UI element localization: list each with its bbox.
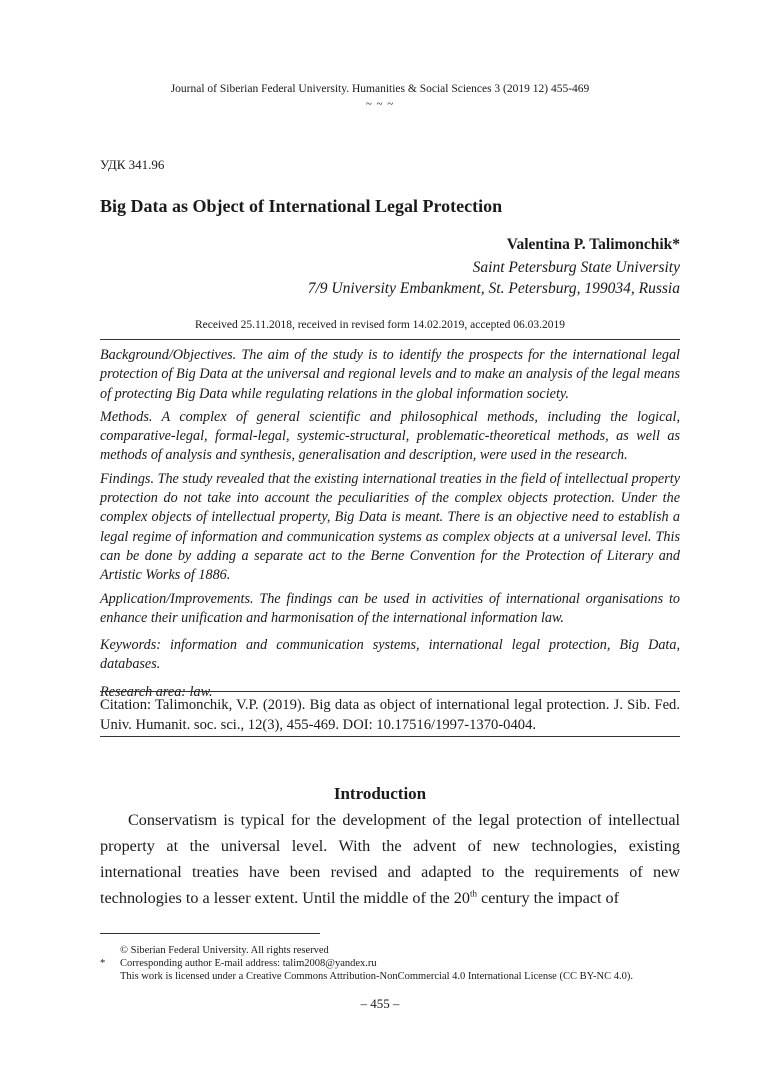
citation-top-rule — [100, 691, 680, 692]
header-ornament: ~ ~ ~ — [365, 98, 395, 110]
superscript: th — [469, 888, 477, 899]
abstract-research-area: Research area: law. — [100, 683, 213, 700]
section-heading: Introduction — [333, 784, 427, 803]
abstract — [100, 346, 680, 706]
article-title: Big Data as Object of International Legal Protection — [100, 196, 503, 216]
abstract-application: Application/Improvements. The findings can be used in activities of international organisations to enhance their unification and harmonisation of the international information law. — [100, 590, 680, 626]
citation: Citation: Talimonchik, V.P. (2019). Big data as object of international legal protection. J. Sib. Fed. Univ. Humanit. soc. sci., 12(3), 455-469. DOI: 10.17516/1997-1370-0404. — [100, 697, 680, 733]
page-number: – 455 – — [360, 996, 400, 1011]
footnote-email: Corresponding author E-mail address: talim2008@yandex.ru — [120, 958, 377, 969]
abstract-background: Background/Objectives. The aim of the study is to identify the prospects for the international legal protection of Big Data at the universal and regional levels and to make an analysis of the legal means of protecting Big Data while regulating relations in the global information society. — [100, 347, 680, 402]
footnote-license: This work is licensed under a Creative Commons Attribution-NonCommercial 4.0 International License (CC BY-NC 4.0). — [120, 971, 633, 982]
intro-text-part2: century the impact of — [477, 889, 620, 907]
author-address: 7/9 University Embankment, St. Petersburg, 199034, Russia — [307, 280, 680, 297]
author-name: Valentina P. Talimonchik* — [506, 236, 680, 253]
received-dates: Received 25.11.2018, received in revised form 14.02.2019, accepted 06.03.2019 — [194, 319, 566, 331]
footnote-rule — [100, 933, 320, 934]
introduction-text — [100, 807, 680, 911]
journal-header: Journal of Siberian Federal University. Humanities & Social Sciences 3 (2019 12) 455-469 — [170, 83, 590, 95]
abstract-keywords: Keywords: information and communication systems, international legal protection, Big Data, databases. — [100, 637, 680, 673]
intro-text-part1: Conservatism is typical for the development of the legal protection of intellectual property at the universal level. With the advent of new technologies, existing international treaties have been revised and adapted to the requirements of new technologies to a lesser extent. Until the middle of the 20 — [100, 811, 680, 907]
footnote-copyright: © Siberian Federal University. All rights reserved — [120, 945, 329, 956]
author-affiliation: Saint Petersburg State University — [472, 259, 680, 276]
footnote-mark: * — [100, 958, 106, 969]
abstract-methods: Methods. A complex of general scientific and philosophical methods, including the logical, comparative-legal, formal-legal, systemic-structural, problematic-theoretical methods, as well as methods of analysis and synthesis, generalisation and description, were used in the research. — [100, 408, 680, 464]
abstract-findings: Findings. The study revealed that the existing international treaties in the field of intellectual property protection do not take into account the peculiarities of the complex objects protection. Under the complex objects of intellectual property, Big Data is meant. There is an objective need to establish a legal regime of information and communication systems as complex objects at a universal level. This can be done by adding a separate act to the Berne Convention for the Protection of Literary and Artistic Works of 1886. — [100, 470, 680, 584]
abstract-top-rule — [100, 339, 680, 340]
citation-bottom-rule — [100, 736, 680, 737]
footnote-corresponding — [100, 957, 690, 970]
udk-code: УДК 341.96 — [100, 157, 165, 172]
